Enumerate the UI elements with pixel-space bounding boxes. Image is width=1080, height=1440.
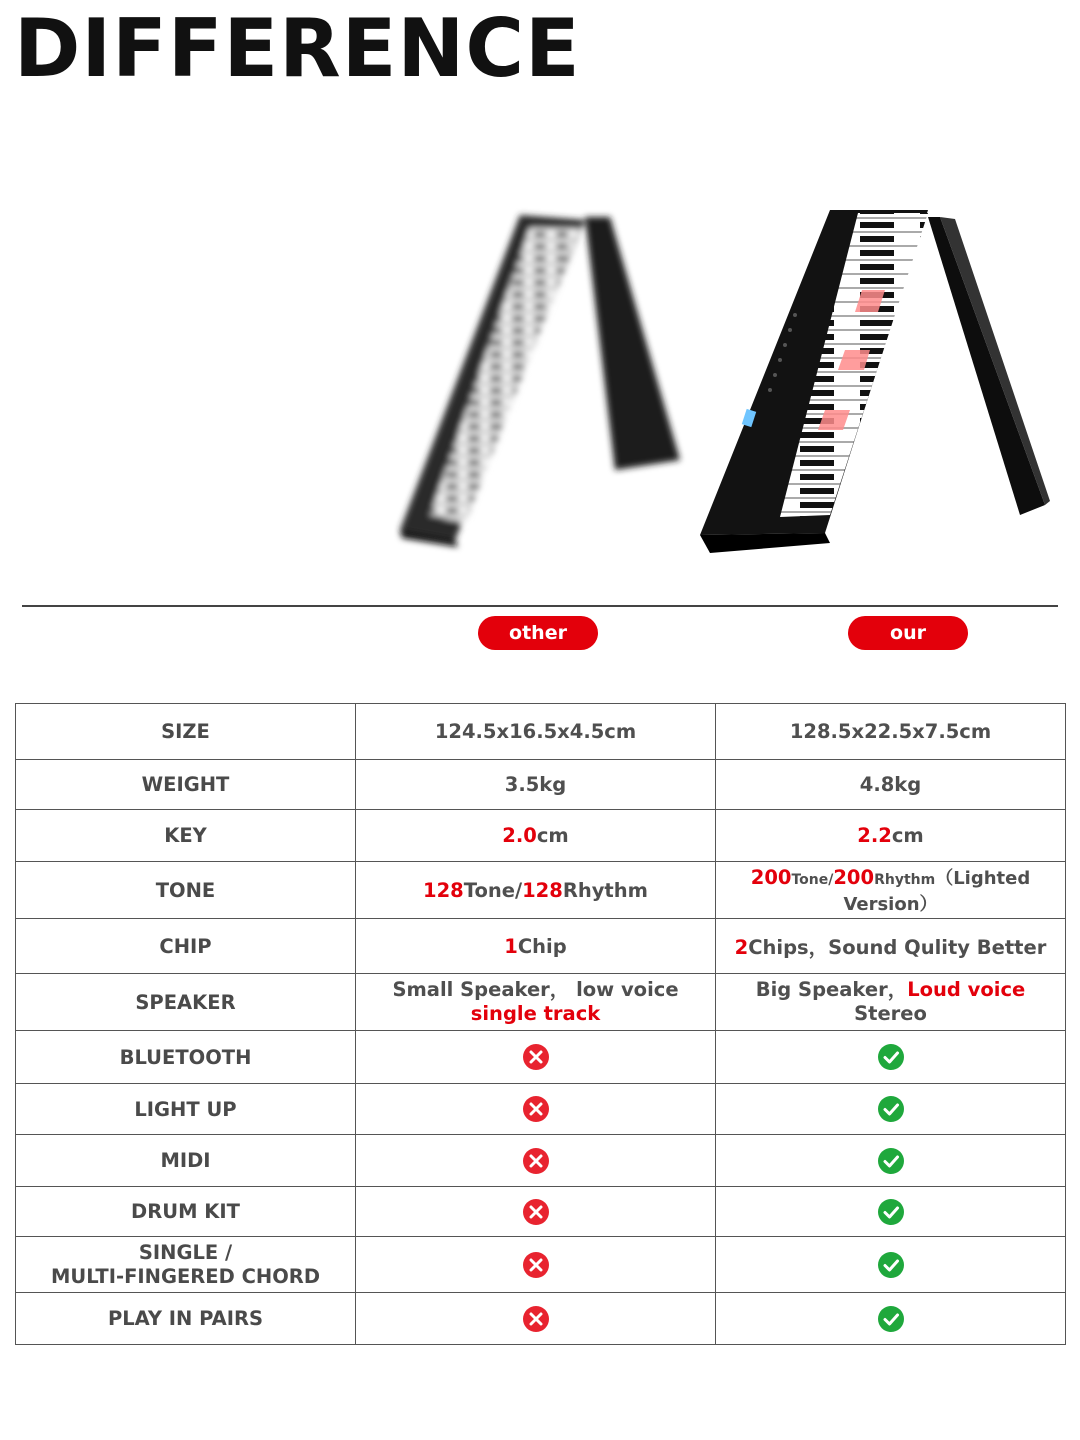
other-value — [356, 1084, 716, 1135]
table-row — [16, 810, 1066, 862]
other-value: 124.5x16.5x4.5cm — [356, 704, 716, 760]
other-rhythm-count: 128 — [522, 878, 563, 902]
row-label: KEY — [16, 810, 356, 862]
our-value — [716, 1187, 1066, 1237]
table-row — [16, 704, 1066, 760]
other-value — [356, 1135, 716, 1187]
cross-circle-icon — [522, 1043, 550, 1071]
other-chip-text: Chip — [517, 934, 567, 958]
our-piano-image — [700, 210, 1050, 553]
check-circle-icon — [877, 1251, 905, 1279]
our-chip-text: Chips，Sound Qulity Better — [748, 936, 1047, 959]
other-value — [356, 1031, 716, 1084]
row-label: SPEAKER — [16, 974, 356, 1031]
our-speaker-line2: Stereo — [854, 1002, 927, 1025]
table-row — [16, 862, 1066, 919]
table-row — [16, 760, 1066, 810]
other-value — [356, 919, 716, 974]
other-chip-count: 1 — [504, 934, 518, 958]
other-value — [356, 1187, 716, 1237]
our-column-badge: our — [848, 616, 968, 650]
row-label: PLAY IN PAIRS — [16, 1293, 356, 1345]
other-value — [356, 1293, 716, 1345]
our-rhythm-text: Rhythm — [874, 872, 936, 888]
comparison-table — [15, 703, 1066, 1345]
check-circle-icon — [877, 1043, 905, 1071]
row-label: WEIGHT — [16, 760, 356, 810]
our-tone-text: Tone/ — [791, 872, 834, 888]
other-value — [356, 810, 716, 862]
row-label: MIDI — [16, 1135, 356, 1187]
other-value — [356, 1237, 716, 1293]
our-rhythm-count: 200 — [833, 866, 875, 889]
cross-circle-icon — [522, 1198, 550, 1226]
our-tone-note: （Lighted Version） — [843, 868, 1031, 915]
our-chip-count: 2 — [734, 936, 749, 959]
our-speaker-prefix: Big Speaker， — [755, 978, 908, 1001]
cross-circle-icon — [522, 1305, 550, 1333]
other-key-number: 2.0 — [502, 824, 537, 847]
our-value — [716, 862, 1066, 919]
row-label-line1: SINGLE / — [138, 1240, 233, 1264]
row-label: TONE — [16, 862, 356, 919]
row-label: SIZE — [16, 704, 356, 760]
other-rhythm-text: Rhythm — [562, 878, 648, 902]
table-row — [16, 1031, 1066, 1084]
table-row — [16, 1237, 1066, 1293]
table-row — [16, 1293, 1066, 1345]
row-label: BLUETOOTH — [16, 1031, 356, 1084]
other-tone-count: 128 — [423, 878, 464, 902]
our-value — [716, 974, 1066, 1031]
our-value — [716, 1237, 1066, 1293]
our-tone-count: 200 — [750, 866, 792, 889]
other-piano-image — [400, 215, 680, 547]
product-comparison-image — [380, 205, 1070, 565]
other-value — [356, 974, 716, 1031]
check-circle-icon — [877, 1305, 905, 1333]
cross-circle-icon — [522, 1095, 550, 1123]
our-value — [716, 1135, 1066, 1187]
other-tone-text: Tone/ — [463, 878, 523, 902]
cross-circle-icon — [522, 1251, 550, 1279]
our-value: 4.8kg — [716, 760, 1066, 810]
row-label: DRUM KIT — [16, 1187, 356, 1237]
table-row — [16, 1084, 1066, 1135]
table-row — [16, 919, 1066, 974]
check-circle-icon — [877, 1198, 905, 1226]
our-value — [716, 1084, 1066, 1135]
table-row — [16, 974, 1066, 1031]
row-label: CHIP — [16, 919, 356, 974]
cross-circle-icon — [522, 1147, 550, 1175]
our-key-number: 2.2 — [857, 824, 892, 847]
row-label-line2: MULTI-FINGERED CHORD — [50, 1264, 321, 1288]
check-circle-icon — [877, 1147, 905, 1175]
our-value: 128.5x22.5x7.5cm — [716, 704, 1066, 760]
check-circle-icon — [877, 1095, 905, 1123]
our-value — [716, 919, 1066, 974]
our-key-unit: cm — [891, 824, 924, 847]
row-label — [16, 1237, 356, 1293]
other-column-badge: other — [478, 616, 598, 650]
page-title: DIFFERENCE — [14, 2, 581, 95]
other-value: 3.5kg — [356, 760, 716, 810]
row-label: LIGHT UP — [16, 1084, 356, 1135]
table-row — [16, 1187, 1066, 1237]
header-divider — [22, 605, 1058, 607]
our-value — [716, 810, 1066, 862]
other-speaker-line1: Small Speaker， low voice — [392, 978, 679, 1001]
table-row — [16, 1135, 1066, 1187]
other-key-unit: cm — [536, 824, 569, 847]
other-value — [356, 862, 716, 919]
our-value — [716, 1293, 1066, 1345]
our-value — [716, 1031, 1066, 1084]
our-speaker-highlight: Loud voice — [907, 978, 1026, 1001]
other-speaker-line2: single track — [470, 1002, 601, 1025]
